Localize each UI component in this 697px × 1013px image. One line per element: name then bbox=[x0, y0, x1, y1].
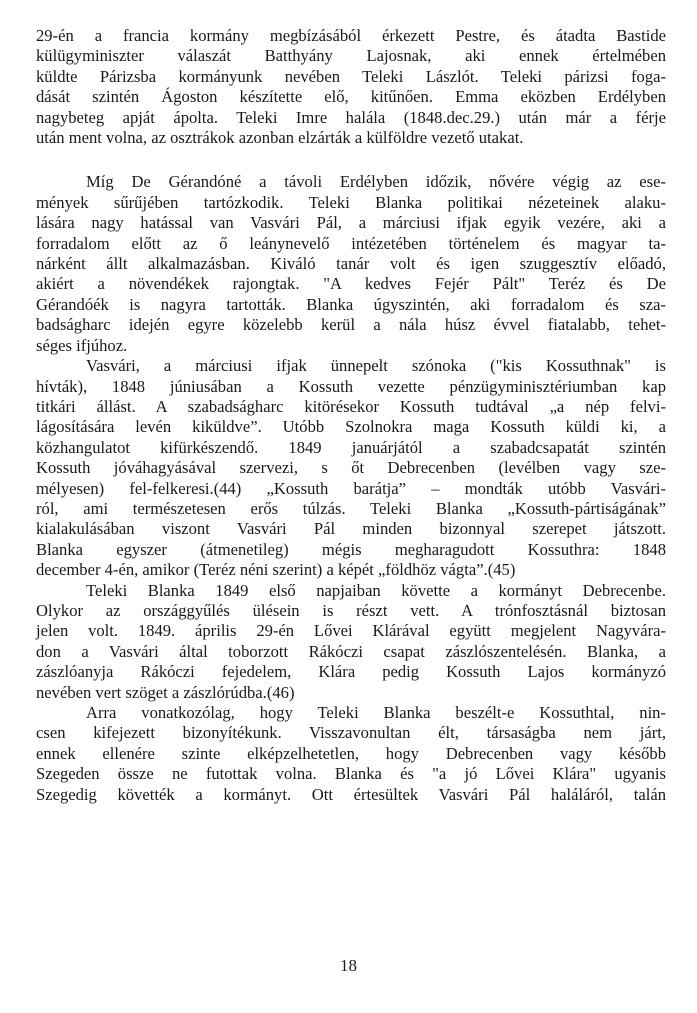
paragraph-5 bbox=[36, 703, 666, 805]
text-line: december 4-én, amikor (Teréz néni szerint) a képét „földhöz vágta”.(45) bbox=[36, 560, 516, 580]
text-line: Szegeden össze ne futottak volna. Blanka és "a jó Lővei Klára" ugyanis bbox=[36, 764, 666, 784]
text-line: forradalom előtt az ő leánynevelő intézetében történelem és magyar ta- bbox=[36, 233, 666, 253]
text-line: titkári állást. A szabadságharc kitörésekor Kossuth tudtával „a nép felvi- bbox=[36, 396, 666, 416]
text-line: badságharc idején egyre közelebb kerül a nála húsz évvel fiatalabb, tehet- bbox=[36, 315, 666, 335]
text-line: ról, ami természetesen erős túlzás. Teleki Blanka „Kossuth-pártiságának” bbox=[36, 498, 666, 518]
text-line: küldte Párizsba kormányunk nevében Teleki Lászlót. Teleki párizsi foga- bbox=[36, 66, 666, 86]
paragraph-1 bbox=[36, 26, 666, 148]
text-line: Teleki Blanka 1849 első napjaiban követte a kormányt Debrecenbe. bbox=[86, 580, 666, 600]
text-line: után ment volna, az osztrákok azonban elzárták a külföldre vezető utakat. bbox=[36, 128, 524, 148]
text-line: közhangulatot kifürkészendő. 1849 januárjától a szabadcsapatát szintén bbox=[36, 437, 666, 457]
paragraph-3 bbox=[36, 356, 666, 580]
document-page bbox=[36, 26, 666, 805]
text-line: Gérandóék is nagyra tartották. Blanka úgyszintén, aki forradalom és sza- bbox=[36, 294, 666, 314]
text-line: Szegedig követték a kormányt. Ott értesültek Vasvári Pál haláláról, talán bbox=[36, 784, 666, 804]
text-line: Kossuth jóváhagyásával szervezi, s őt Debrecenben (levélben vagy sze- bbox=[36, 458, 666, 478]
text-line: 29-én a francia kormány megbízásából érkezett Pestre, és átadta Bastide bbox=[36, 26, 666, 45]
text-line: Míg De Gérandóné a távoli Erdélyben időzik, nővére végig az ese- bbox=[86, 172, 666, 192]
text-line: ennek ellenére szinte elképzelhetetlen, hogy Debrecenben vagy később bbox=[36, 743, 666, 763]
text-line: zászlóanyja Rákóczi fejedelem, Klára pedig Kossuth Lajos kormányzó bbox=[36, 662, 666, 682]
text-line: mélyesen) fel-felkeresi.(44) „Kossuth barátja” – mondták utóbb Vasvári- bbox=[36, 478, 666, 498]
text-line: nagybeteg apját ápolta. Teleki Imre halála (1848.dec.29.) után már a férje bbox=[36, 107, 666, 127]
text-line: Olykor az országgyűlés ülésein is részt vett. A trónfosztásnál biztosan bbox=[36, 600, 666, 620]
paragraph-2 bbox=[36, 172, 666, 356]
text-line: séges ifjúhoz. bbox=[36, 335, 128, 355]
text-line: Arra vonatkozólag, hogy Teleki Blanka beszélt-e Kossuthtal, nin- bbox=[86, 703, 666, 722]
page-number: 18 bbox=[340, 956, 357, 975]
paragraph-4 bbox=[36, 581, 666, 703]
text-line: don a Vasvári által toborzott Rákóczi csapat zászlószentelésén. Blanka, a bbox=[36, 641, 666, 661]
text-line: külügyminiszter válaszát Batthyány Lajosnak, aki ennek értelmében bbox=[36, 46, 666, 66]
text-line: Blanka egyszer (átmenetileg) mégis megharagudott Kossuthra: 1848 bbox=[36, 539, 666, 559]
text-line: mények sűrűjében tartózkodik. Teleki Blanka politikai nézeteinek alaku- bbox=[36, 192, 666, 212]
text-line: jelen volt. 1849. április 29-én Lővei Klárával együtt megjelent Nagyvára- bbox=[36, 621, 666, 641]
text-line: akiért a növendékek rajongtak. "A kedves Fejér Pált" Teréz és De bbox=[36, 274, 666, 294]
text-line: Vasvári, a márciusi ifjak ünnepelt szónoka ("kis Kossuthnak" is bbox=[86, 356, 666, 376]
text-line: csen kifejezett bizonyítékunk. Visszavonultan élt, társaságba nem járt, bbox=[36, 723, 666, 743]
text-line: lására nagy hatással van Vasvári Pál, a márciusi ifjak egyik vezére, aki a bbox=[36, 213, 666, 233]
text-line: nevében vert szöget a zászlórúdba.(46) bbox=[36, 682, 295, 702]
paragraph-gap bbox=[36, 148, 666, 172]
text-line: kialakulásában viszont Vasvári Pál minden bizonnyal szerepet játszott. bbox=[36, 519, 666, 539]
text-line: hívták), 1848 júniusában a Kossuth vezette pénzügyminisztériumban kap bbox=[36, 376, 666, 396]
text-line: lágosítására levén kiküldve”. Utóbb Szolnokra maga Kossuth küldi ki, a bbox=[36, 417, 666, 437]
text-line: nárként állt alkalmazásban. Kiváló tanár volt és igen szuggesztív előadó, bbox=[36, 254, 666, 274]
text-line: dását szintén Ágoston készítette elő, kitűnően. Emma eközben Erdélyben bbox=[36, 87, 666, 107]
